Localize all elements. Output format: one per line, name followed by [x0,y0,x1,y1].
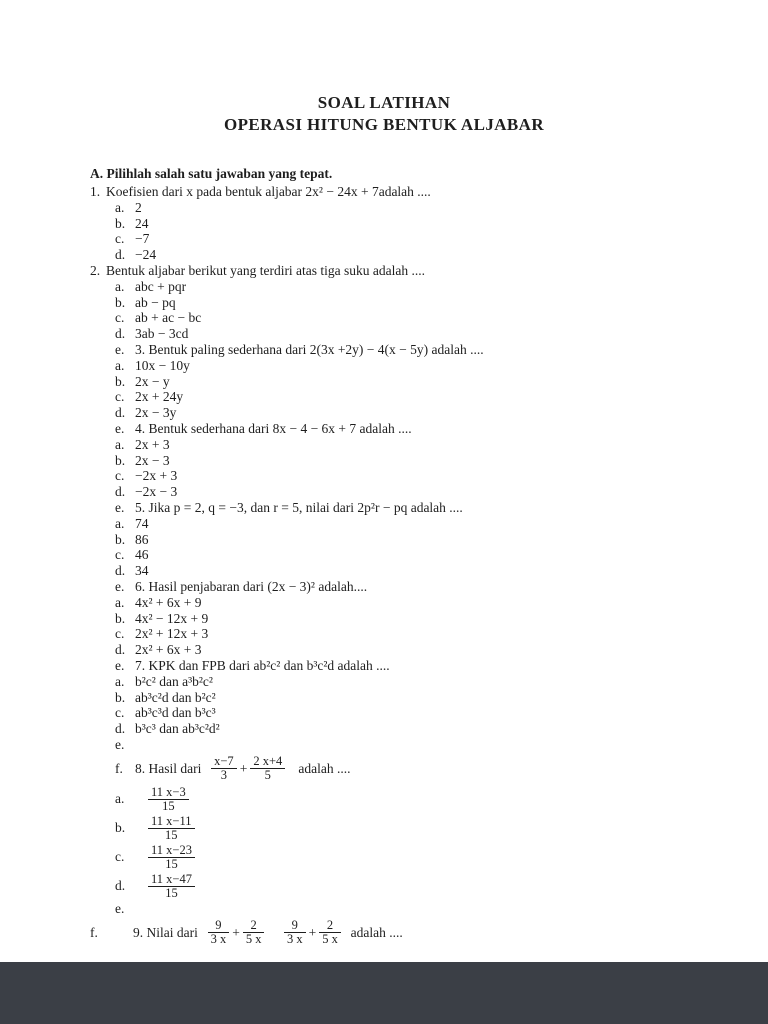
text-segment: + [232,924,240,940]
line-content [145,843,198,872]
line-content [135,405,176,421]
line-content [135,247,156,263]
line-label: a. [115,436,125,452]
text-segment: 7. KPK dan FPB dari ab²c² dan b³c²d adalah .... [135,658,390,673]
line-label: d. [115,326,126,342]
line-content [135,532,149,548]
fraction [250,755,285,782]
text-segment: 2x + 3 [135,436,170,452]
option-line [90,532,708,548]
fraction-denominator: 15 [165,885,178,900]
line-label: e. [115,500,125,516]
text-segment: b³c³ dan ab³c²d² [135,721,220,737]
text-segment: ab − pq [135,294,176,310]
fraction [208,919,230,946]
line-label: a. [115,199,125,215]
question-line [90,184,708,200]
line-label: a. [115,357,125,373]
option-line [90,872,708,901]
text-segment: 2x + 24y [135,389,184,405]
line-label: 2. [90,263,101,279]
line-label: d. [115,405,126,421]
line-label: c. [115,310,125,326]
fraction-denominator: 5 x [245,931,262,946]
line-label: b. [115,452,126,468]
fraction-denominator: 3 x [210,931,227,946]
line-label: d. [115,247,126,263]
line-content [135,658,390,674]
fraction-numerator: x−7 [211,755,237,769]
text-segment: 34 [135,563,149,579]
line-content [135,705,216,721]
document-title-line1: SOAL LATIHAN [317,93,451,112]
text-segment: Bentuk aljabar berikut yang terdiri atas tiga suku adalah .... [106,263,426,279]
option-line [90,437,708,453]
document-title-line2: OPERASI HITUNG BENTUK ALJABAR [223,115,544,134]
text-segment: + [239,760,248,776]
line-content [135,674,213,690]
line-label: a. [115,594,125,610]
line-label: b. [115,689,126,705]
fraction-numerator: 2 [319,919,341,933]
option-line [90,658,708,674]
option-line [90,468,708,484]
option-line [90,753,708,785]
line-content [145,814,198,843]
line-content [135,231,149,247]
line-label: a. [115,515,125,531]
option-line [90,721,708,737]
option-line [90,595,708,611]
fraction-numerator: 11 x−3 [148,786,189,800]
option-line [90,737,708,753]
option-line [90,516,708,532]
text-segment: 4. Bentuk sederhana dari 8x − 4 − 6x + 7 adalah .... [135,421,412,437]
text-segment: 46 [135,547,149,563]
option-line [90,295,708,311]
option-line [90,611,708,627]
option-line [90,901,708,917]
line-label: d. [115,563,126,579]
line-label: e. [115,421,125,437]
question-lines [90,184,708,948]
option-line [90,247,708,263]
line-label: c. [115,547,125,563]
text-segment: 74 [135,515,149,531]
option-line [90,389,708,405]
line-content [135,754,350,783]
option-line [90,310,708,326]
fraction [284,919,306,946]
fraction-numerator: 2 [243,919,265,933]
text-segment: 8. Hasil dari [135,760,209,776]
text-segment: 9. Nilai dari [133,924,205,940]
line-label: c. [115,468,125,484]
text-segment: Koefisien dari x pada bentuk aljabar 2x² − 24x + 7adalah .... [106,184,431,200]
line-label: a. [115,791,125,807]
text-segment: 2 [135,199,142,215]
text-segment: 4x² − 12x + 9 [135,610,209,626]
option-line [90,785,708,814]
line-label: b. [115,820,126,836]
text-segment: 2x² + 6x + 3 [135,642,202,658]
text-segment: −7 [135,231,150,247]
line-content [135,611,208,627]
line-content [135,595,202,611]
line-label: 1. [90,184,101,200]
line-content [135,310,201,326]
fraction-numerator: 11 x−11 [148,815,195,829]
option-line [90,500,708,516]
line-content [135,453,170,469]
line-label: a. [115,278,125,294]
option-line [90,374,708,390]
text-segment: 10x − 10y [135,357,190,373]
line-content [106,184,431,200]
fraction [211,755,237,782]
line-label: c. [115,705,125,721]
line-label: f. [115,760,123,776]
fraction-denominator: 15 [165,856,178,871]
fraction [148,786,189,813]
fraction-numerator: 9 [208,919,230,933]
line-label: e. [115,579,125,595]
line-content [135,500,463,516]
text-segment: 2x − y [135,373,170,389]
line-content [135,358,190,374]
option-line [90,231,708,247]
option-line [90,326,708,342]
line-label: b. [115,294,126,310]
text-segment: −2x − 3 [135,484,178,500]
option-line [90,547,708,563]
viewer-bottom-bar [0,962,768,1024]
line-content [135,437,170,453]
text-segment: 6. Hasil penjabaran dari (2x − 3)² adalah.... [135,579,368,595]
line-content [135,326,188,342]
text-segment: adalah .... [288,760,351,776]
line-label: c. [115,626,125,642]
line-content [135,547,149,563]
option-line [90,843,708,872]
option-line [90,405,708,421]
line-content [135,374,170,390]
option-line [90,484,708,500]
line-label: c. [115,231,125,247]
line-label: e. [115,342,125,358]
line-label: d. [115,484,126,500]
fraction [148,815,195,842]
section-heading: A. Pilihlah salah satu jawaban yang tepat. [90,166,333,181]
option-line [90,216,708,232]
fraction [148,844,195,871]
option-line [90,279,708,295]
text-segment: 24 [135,215,149,231]
option-line [90,200,708,216]
fraction [243,919,265,946]
fraction-denominator: 3 [220,768,228,783]
line-content [135,642,202,658]
fraction [319,919,341,946]
text-segment: ab + ac − bc [135,310,202,326]
line-content [135,295,176,311]
option-line [90,563,708,579]
line-content [135,279,186,295]
line-label: e. [115,736,125,752]
option-line [90,453,708,469]
option-line [90,626,708,642]
text-segment: 4x² + 6x + 9 [135,594,202,610]
line-content [135,389,183,405]
line-label: c. [115,389,125,405]
line-content [106,263,425,279]
line-label: d. [115,642,126,658]
fraction-denominator: 3 x [286,931,303,946]
text-segment: −24 [135,247,157,263]
text-segment [267,925,281,941]
line-label: c. [115,849,125,865]
text-segment: adalah .... [343,924,403,940]
line-content [135,342,484,358]
text-segment: 2x − 3y [135,405,177,421]
question-line [90,263,708,279]
option-line [90,705,708,721]
line-content [135,468,177,484]
option-line [90,690,708,706]
text-segment: 2x² + 12x + 3 [135,626,209,642]
fraction-denominator: 15 [162,798,175,813]
line-label: f. [90,924,98,940]
text-segment: b²c² dan a³b²c² [135,673,213,689]
line-label: d. [115,878,126,894]
option-line [90,814,708,843]
line-content [135,200,142,216]
fraction-denominator: 15 [165,827,178,842]
option-line [90,674,708,690]
question-line [90,916,708,948]
fraction [148,873,195,900]
line-label: b. [115,373,126,389]
line-label: a. [115,673,125,689]
text-segment: 2x − 3 [135,452,170,468]
fraction-numerator: 2 x+4 [250,755,285,769]
fraction-denominator: 5 x [322,931,338,946]
line-content [135,579,367,595]
line-content [135,626,208,642]
line-content [135,516,149,532]
line-content [135,216,149,232]
line-content [135,484,177,500]
text-segment: abc + pqr [135,278,187,294]
line-content [145,785,192,814]
fraction-denominator: 5 [264,768,271,783]
option-line [90,342,708,358]
text-segment: ab³c²d dan b²c² [135,689,216,705]
line-label: e. [115,900,125,916]
line-content [145,872,198,901]
text-segment: ab³c³d dan b³c³ [135,705,216,721]
line-content [135,690,216,706]
option-line [90,358,708,374]
text-segment: 86 [135,531,149,547]
line-label: d. [115,721,126,737]
text-segment: 5. Jika p = 2, q = −3, dan r = 5, nilai dari 2p²r − pq adalah .... [135,500,463,516]
fraction-numerator: 9 [284,919,306,933]
text-segment: + [308,924,317,940]
text-segment: 3ab − 3cd [135,326,189,342]
option-line [90,642,708,658]
text-segment: 3. Bentuk paling sederhana dari 2(3x +2y) − 4(x − 5y) adalah .... [135,342,484,358]
line-label: b. [115,215,126,231]
line-label: b. [115,531,126,547]
text-segment: −2x + 3 [135,468,178,484]
line-label: b. [115,610,126,626]
fraction-numerator: 11 x−47 [148,873,195,887]
option-line [90,421,708,437]
line-content [133,918,403,947]
line-content [135,721,220,737]
option-line [90,579,708,595]
fraction-numerator: 11 x−23 [148,844,195,858]
line-content [135,421,412,437]
line-content [135,563,149,579]
line-label: e. [115,658,125,673]
